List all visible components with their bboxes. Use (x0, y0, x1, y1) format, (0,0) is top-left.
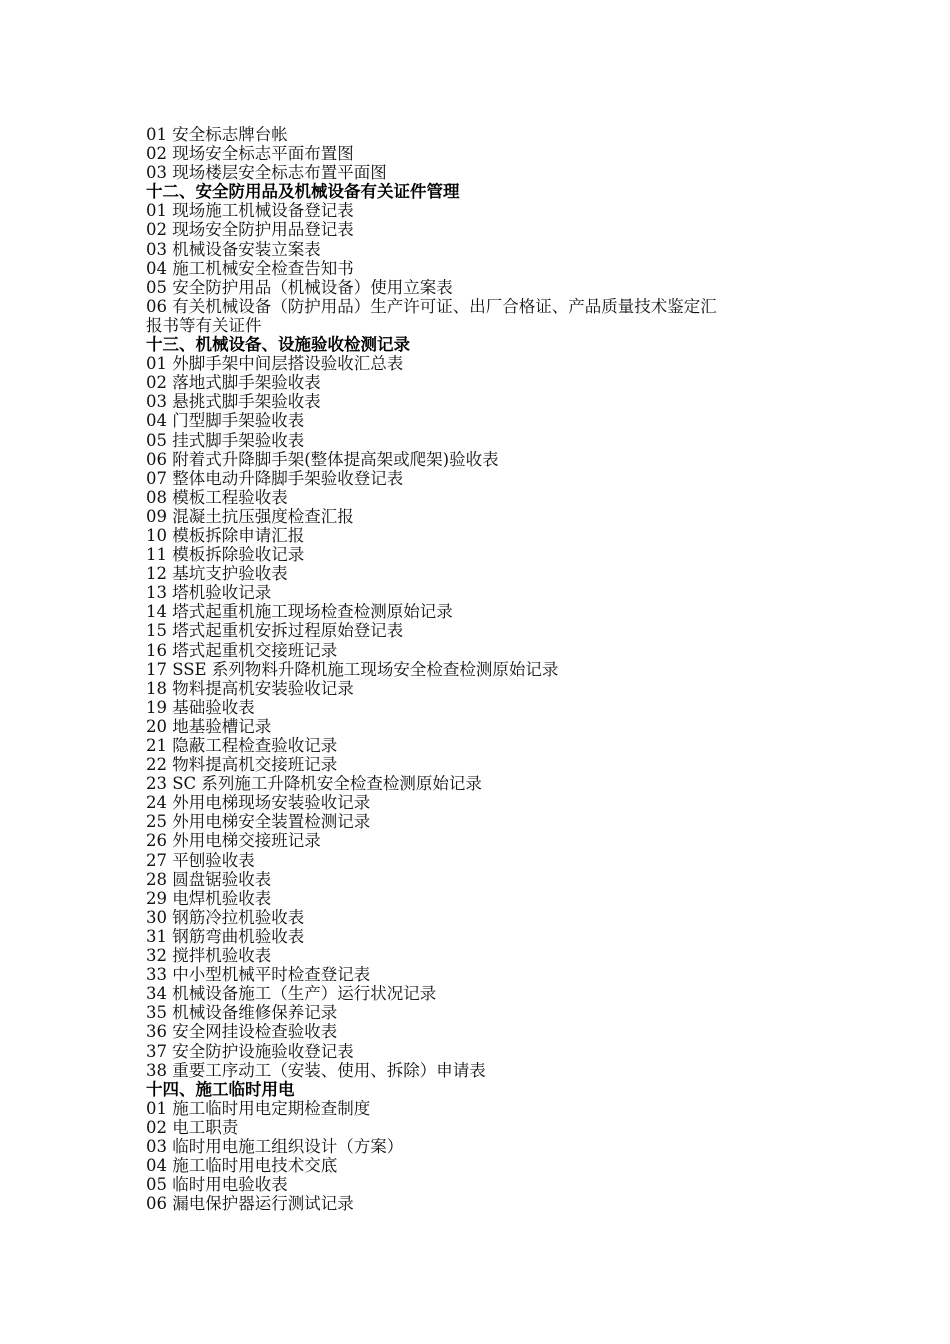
list-item: 02 落地式脚手架验收表 (146, 373, 321, 393)
list-item: 36 安全网挂设检查验收表 (146, 1022, 338, 1042)
list-item: 21 隐蔽工程检查验收记录 (146, 736, 338, 755)
list-item: 01 施工临时用电定期检查制度 (146, 1098, 371, 1118)
list-item: 07 整体电动升降脚手架验收登记表 (146, 468, 404, 488)
list-item: 04 门型脚手架验收表 (146, 411, 305, 431)
list-item: 16 塔式起重机交接班记录 (146, 640, 338, 660)
list-item: 01 现场施工机械设备登记表 (146, 201, 354, 221)
list-item: 01 安全标志牌台帐 (146, 125, 288, 144)
list-item: 10 模板拆除申请汇报 (146, 525, 305, 545)
list-item: 38 重要工序动工（安装、使用、拆除）申请表 (146, 1060, 486, 1080)
list-item: 06 漏电保护器运行测试记录 (146, 1194, 354, 1214)
list-item: 03 机械设备安装立案表 (146, 239, 321, 259)
list-item: 01 外脚手架中间层搭设验收汇总表 (146, 354, 404, 374)
list-item: 33 中小型机械平时检查登记表 (146, 965, 371, 985)
list-item: 30 钢筋冷拉机验收表 (146, 907, 305, 927)
list-item: 报书等有关证件 (146, 315, 262, 335)
list-item: 09 混凝土抗压强度检查汇报 (146, 506, 354, 526)
section-heading: 十四、施工临时用电 (146, 1079, 295, 1099)
section-heading: 十三、机械设备、设施验收检测记录 (146, 335, 410, 355)
list-item: 24 外用电梯现场安装验收记录 (146, 793, 371, 813)
list-item: 29 电焊机验收表 (146, 888, 272, 908)
list-item: 20 地基验槽记录 (146, 716, 272, 736)
list-item: 31 钢筋弯曲机验收表 (146, 926, 305, 946)
list-item: 26 外用电梯交接班记录 (146, 831, 321, 851)
list-item: 08 模板工程验收表 (146, 487, 288, 507)
list-item: 11 模板拆除验收记录 (146, 545, 305, 565)
list-item: 04 施工临时用电技术交底 (146, 1156, 338, 1176)
list-item: 37 安全防护设施验收登记表 (146, 1041, 354, 1061)
list-item: 05 安全防护用品（机械设备）使用立案表 (146, 277, 453, 297)
document-page (146, 125, 826, 1213)
section-heading: 十二、安全防用品及机械设备有关证件管理 (146, 182, 460, 202)
list-item: 22 物料提高机交接班记录 (146, 755, 338, 775)
list-item: 25 外用电梯安全装置检测记录 (146, 812, 371, 832)
list-item: 15 塔式起重机安拆过程原始登记表 (146, 621, 404, 641)
list-item: 12 基坑支护验收表 (146, 564, 288, 584)
list-item: 27 平刨验收表 (146, 850, 255, 870)
list-item: 03 悬挑式脚手架验收表 (146, 392, 321, 412)
list-item: 06 附着式升降脚手架(整体提高架或爬架)验收表 (146, 449, 499, 469)
list-item: 03 临时用电施工组织设计（方案） (146, 1136, 404, 1156)
list-item: 14 塔式起重机施工现场检查检测原始记录 (146, 602, 453, 622)
list-item: 04 施工机械安全检查告知书 (146, 258, 354, 278)
list-item: 03 现场楼层安全标志布置平面图 (146, 163, 387, 183)
list-item: 32 搅拌机验收表 (146, 946, 272, 966)
list-item: 23 SC 系列施工升降机安全检查检测原始记录 (146, 774, 482, 794)
list-item: 02 电工职责 (146, 1117, 239, 1137)
list-item: 02 现场安全标志平面布置图 (146, 144, 354, 164)
list-item: 05 临时用电验收表 (146, 1175, 288, 1195)
list-item: 19 基础验收表 (146, 697, 255, 717)
list-item: 34 机械设备施工（生产）运行状况记录 (146, 984, 437, 1004)
list-item: 17 SSE 系列物料升降机施工现场安全检查检测原始记录 (146, 659, 559, 679)
list-item: 35 机械设备维修保养记录 (146, 1003, 338, 1023)
list-item: 06 有关机械设备（防护用品）生产许可证、出厂合格证、产品质量技术鉴定汇 (146, 296, 717, 316)
list-item: 28 圆盘锯验收表 (146, 869, 272, 889)
list-item: 05 挂式脚手架验收表 (146, 430, 305, 450)
list-item: 18 物料提高机安装验收记录 (146, 678, 354, 698)
list-item: 13 塔机验收记录 (146, 583, 272, 603)
list-item: 02 现场安全防护用品登记表 (146, 220, 354, 240)
